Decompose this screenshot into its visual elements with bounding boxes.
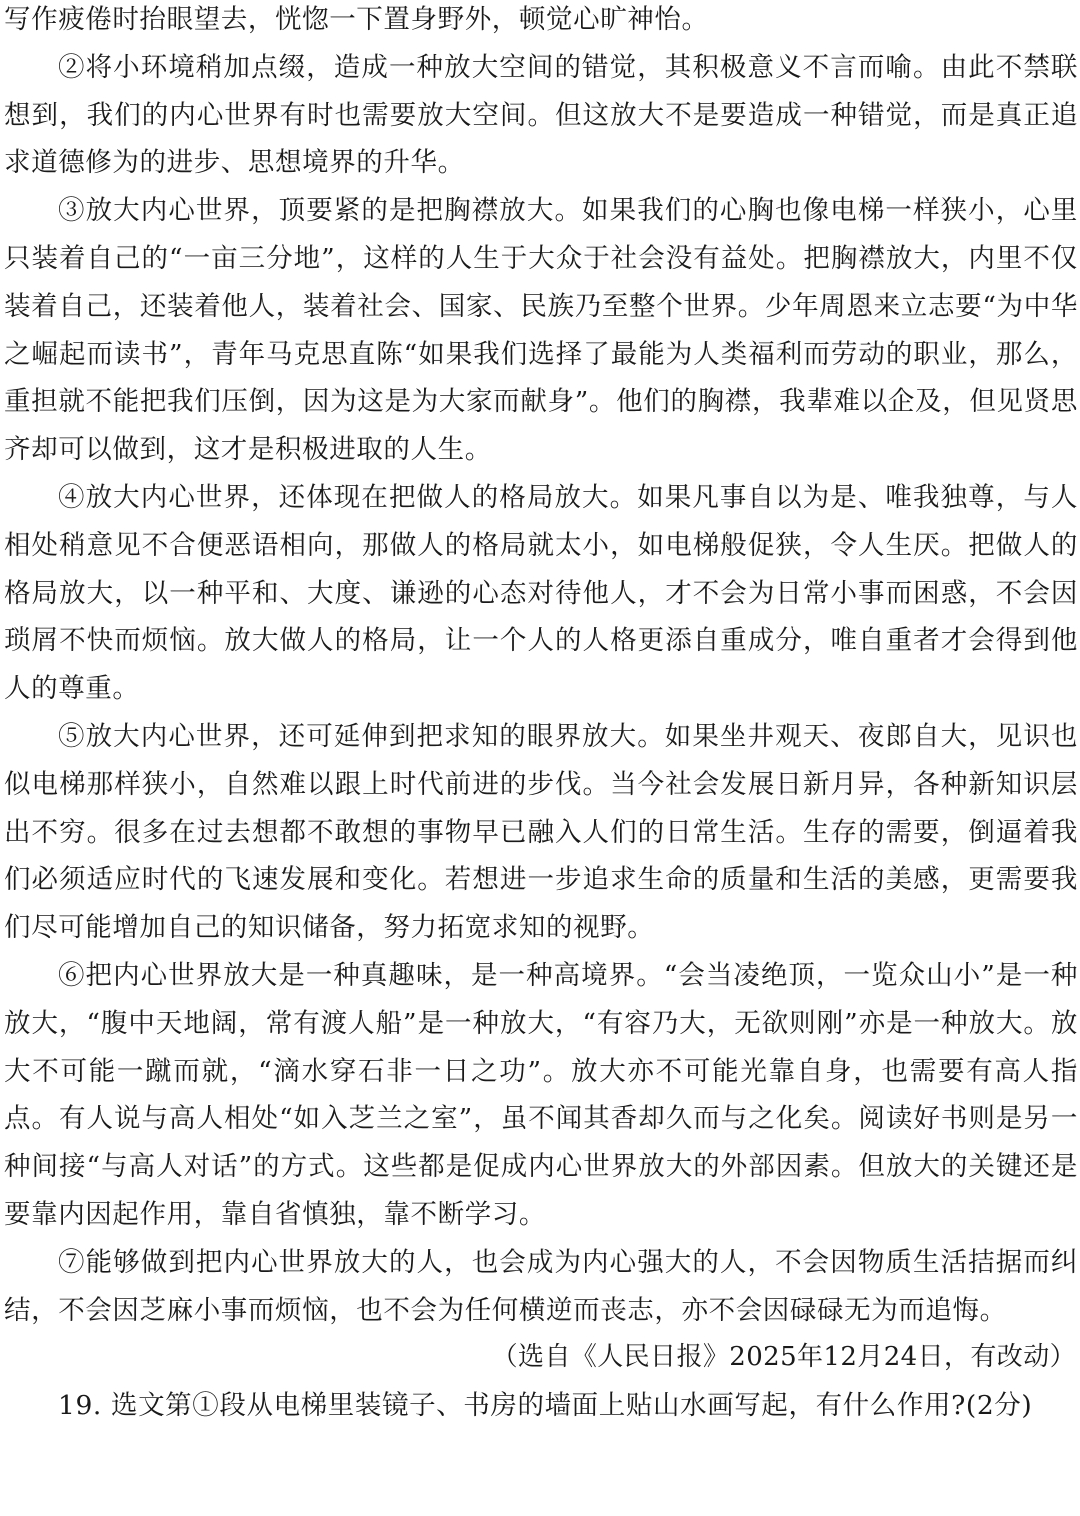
- paragraph-6: ⑥把内心世界放大是一种真趣味，是一种高境界。“会当凌绝顶，一览众山小”是一种放大，“腹中天地阔，常有渡人船”是一种放大，“有容乃大，无欲则刚”亦是一种放大。放大不可能一蹴而就，“滴水穿石非一日之功”。放大亦不可能光靠自身，也需要有高人指点。有人说与高人相处“如入芝兰之室”，虽不闻其香却久而与之化矣。阅读好书则是另一种间接“与高人对话”的方式。这些都是促成内心世界放大的外部因素。但放大的关键还是要靠内因起作用，靠自省慎独，靠不断学习。: [4, 959, 1078, 1230]
- paragraph-5: ⑤放大内心世界，还可延伸到把求知的眼界放大。如果坐井观天、夜郎自大，见识也似电梯那样狭小，自然难以跟上时代前进的步伐。当今社会发展日新月异，各种新知识层出不穷。很多在过去想都不敢想的事物早已融入人们的日常生活。生存的需要，倒逼着我们必须适应时代的飞速发展和变化。若想进一步追求生命的质量和生活的美感，更需要我们尽可能增加自己的知识储备，努力拓宽求知的视野。: [4, 720, 1078, 944]
- paragraph-1-continuation: 写作疲倦时抬眼望去，恍惚一下置身野外，顿觉心旷神怡。: [4, 4, 709, 35]
- paragraph-7: ⑦能够做到把内心世界放大的人，也会成为内心强大的人，不会因物质生活拮据而纠结，不会因芝麻小事而烦恼，也不会为任何横逆而丧志，亦不会因碌碌无为而追悔。: [4, 1246, 1078, 1326]
- paragraph-4: ④放大内心世界，还体现在把做人的格局放大。如果凡事自以为是、唯我独尊，与人相处稍意见不合便恶语相向，那做人的格局就太小，如电梯般促狭，令人生厌。把做人的格局放大，以一种平和、大度、谦逊的心态对待他人，才不会为日常小事而困惑，不会因琐屑不快而烦恼。放大做人的格局，让一个人的人格更添自重成分，唯自重者才会得到他人的尊重。: [4, 481, 1078, 705]
- paragraph-3: ③放大内心世界，顶要紧的是把胸襟放大。如果我们的心胸也像电梯一样狭小，心里只装着自己的“一亩三分地”，这样的人生于大众于社会没有益处。把胸襟放大，内里不仅装着自己，还装着他人，装着社会、国家、民族乃至整个世界。少年周恩来立志要“为中华之崛起而读书”，青年马克思直陈“如果我们选择了最能为人类福利而劳动的职业，那么，重担就不能把我们压倒，因为这是为大家而献身”。他们的胸襟，我辈难以企及，但见贤思齐却可以做到，这才是积极进取的人生。: [4, 195, 1078, 466]
- paragraph-2: ②将小环境稍加点缀，造成一种放大空间的错觉，其积极意义不言而喻。由此不禁联想到，我们的内心世界有时也需要放大空间。但这放大不是要造成一种错觉，而是真正追求道德修为的进步、思想境界的升华。: [4, 51, 1078, 179]
- article-source: （选自《人民日报》2025年12月24日，有改动）: [491, 1342, 1076, 1373]
- question-19: 19. 选文第①段从电梯里装镜子、书房的墙面上贴山水画写起，有什么作用?(2分): [58, 1390, 1033, 1422]
